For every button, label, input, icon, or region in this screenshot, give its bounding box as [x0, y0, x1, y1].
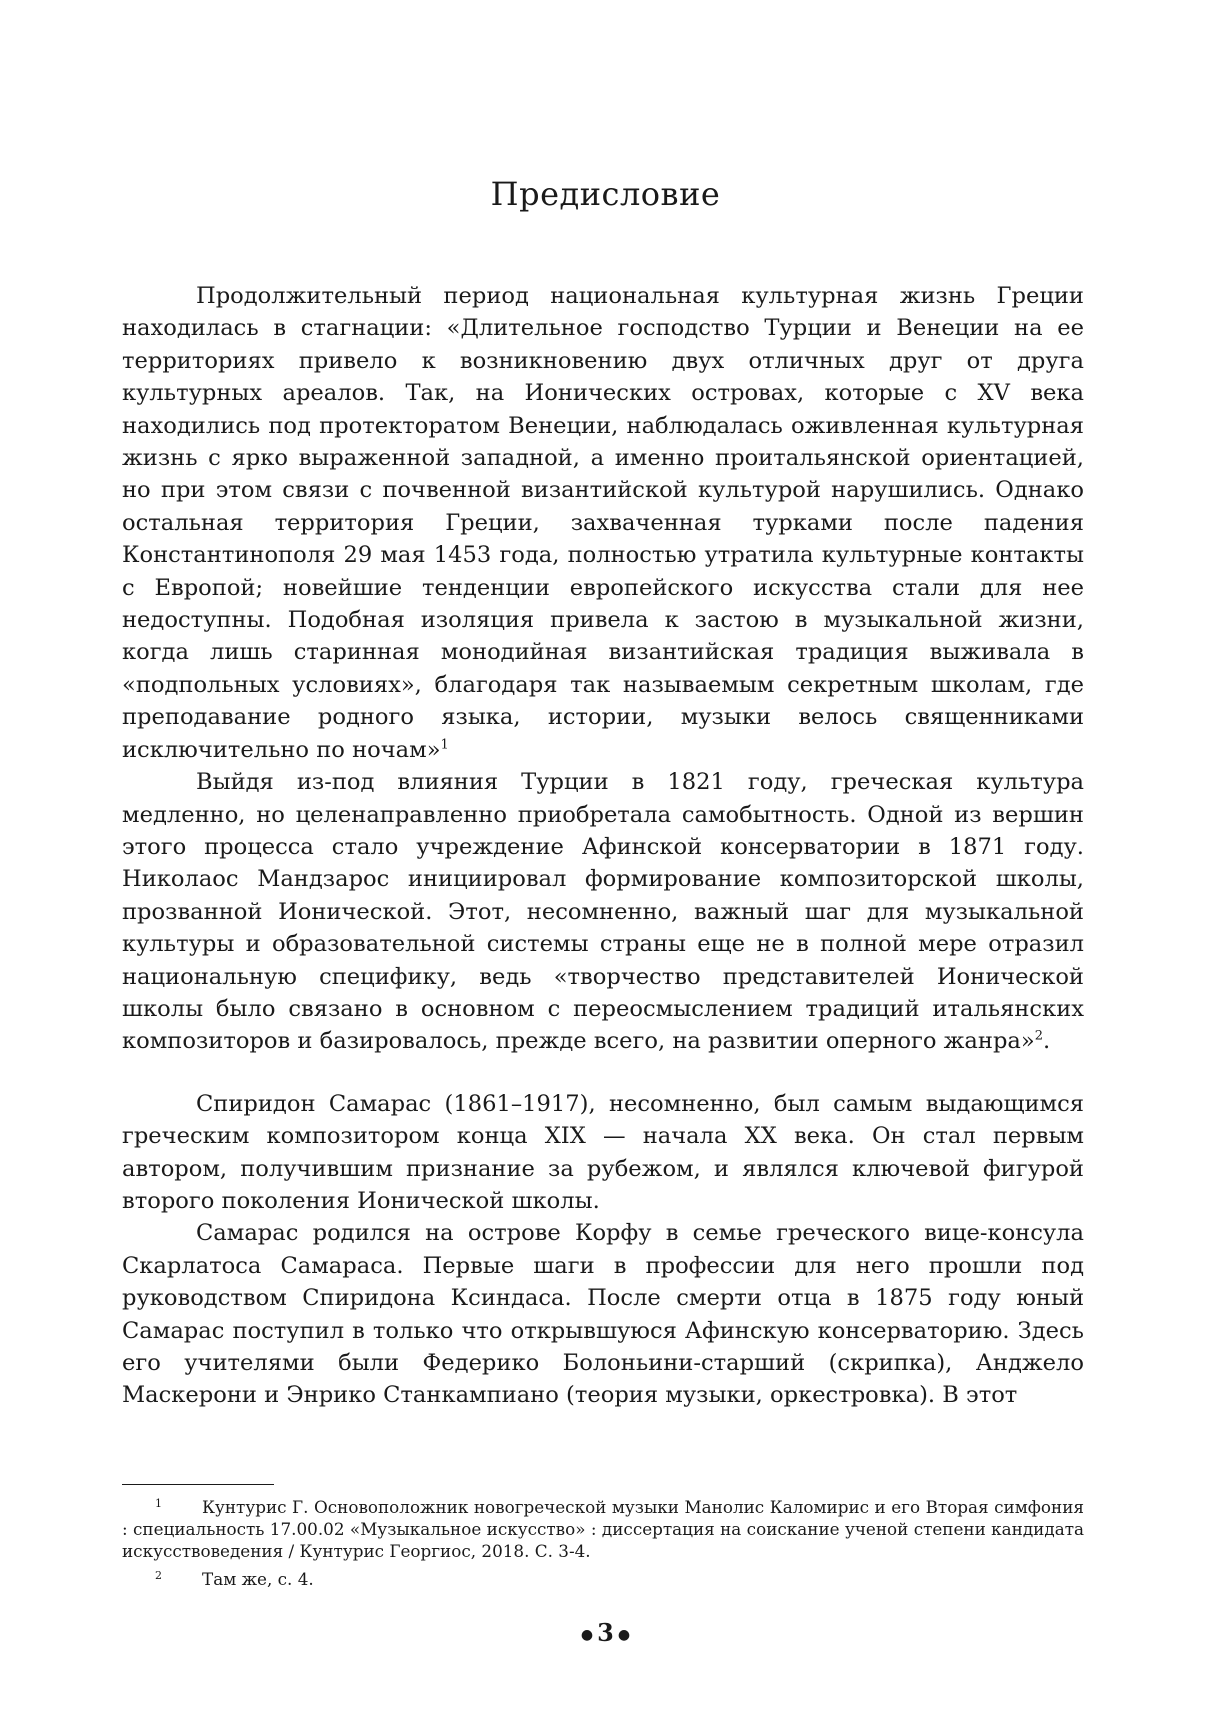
- footnote-1-number: 1: [155, 1497, 162, 1510]
- bullet-icon: ●: [617, 1626, 631, 1643]
- paragraph-1: [122, 280, 1084, 766]
- main-text: [122, 280, 1084, 1412]
- footnote-divider: [122, 1484, 274, 1485]
- footnote-1: [122, 1496, 1084, 1562]
- paragraph-4: Самарас родился на острове Корфу в семье греческого вице-консула Скарлатоса Самараса. Первые шаги в профессии для него прошли под руководством Спиридона Ксиндаса. После смерти отца в 1875 году юный Самарас поступил в только что открывшуюся Афинскую консерваторию. Здесь его учителями были Федерико Болоньини-старший (скрипка), Анджело Маскерони и Энрико Станкампиано (теория музыки, оркестровка). В этот: [122, 1220, 1084, 1409]
- paragraph-3: Спиридон Самарас (1861–1917), несомненно, был самым выдающимся греческим композитором конца XIX — начала XX века. Он стал первым автором, получившим признание за рубежом, и являлся ключевой фигурой второго поколения Ионической школы.: [122, 1090, 1084, 1214]
- page-number-value: 3: [597, 1618, 614, 1647]
- footnotes: [122, 1496, 1084, 1596]
- footnote-2: [122, 1568, 1084, 1590]
- footnote-ref-2: 2: [1034, 1028, 1044, 1044]
- footnote-ref-1: 1: [440, 737, 449, 753]
- page-title: Предисловие: [490, 175, 721, 213]
- footnote-1-text: Кунтурис Г. Основоположник новогреческой музыки Манолис Каломирис и его Вторая симфония : специальность 17.00.02 «Музыкальное искусство» : диссертация на соискание ученой степени кандидата искусствоведения / Кунтурис Георгиос, 2018. С. 3-4.: [122, 1497, 1084, 1561]
- page-number: [0, 1618, 1211, 1647]
- paragraph-2-end: .: [1043, 1028, 1051, 1055]
- paragraph-2-text: Выйдя из-под влияния Турции в 1821 году, греческая культура медленно, но целенаправленно приобретала самобытность. Одной из вершин этого процесса стало учреждение Афинской консерватории в 1871 году. Николаос Мандзарос инициировал формирование композиторской школы, прозванной Ионической. Этот, несомненно, важный шаг для музыкальной культуры и образовательной системы страны еще не в полной мере отразил национальную специфику, ведь «творчество представителей Ионической школы было связано в основном с переосмыслением традиций итальянских композиторов и базировалось, прежде всего, на развитии оперного жанра»: [122, 769, 1084, 1055]
- paragraph-2: [122, 766, 1084, 1058]
- footnote-2-text: Там же, с. 4.: [202, 1569, 314, 1589]
- footnote-2-number: 2: [155, 1569, 162, 1582]
- bullet-icon: ●: [580, 1626, 594, 1643]
- paragraph-1-text: Продолжительный период национальная культурная жизнь Греции находилась в стагнации: «Длительное господство Турции и Венеции на ее территориях привело к возникновению двух отличных друг от друга культурных ареалов. Так, на Ионических островах, которые с XV века находились под протекторатом Венеции, наблюдалась оживленная культурная жизнь с ярко выраженной западной, а именно проитальянской ориентацией, но при этом связи с почвенной византийской культурой нарушились. Однако остальная территория Греции, захваченная турками после падения Константинополя 29 мая 1453 года, полностью утратила культурные контакты с Европой; новейшие тенденции европейского искусства стали для нее недоступны. Подобная изоляция привела к застою в музыкальной жизни, когда лишь старинная монодийная византийская традиция выживала в «подпольных условиях», благодаря так называемым секретным школам, где преподавание родного языка, истории, музыки велось священниками исключительно по ночам»: [122, 283, 1084, 763]
